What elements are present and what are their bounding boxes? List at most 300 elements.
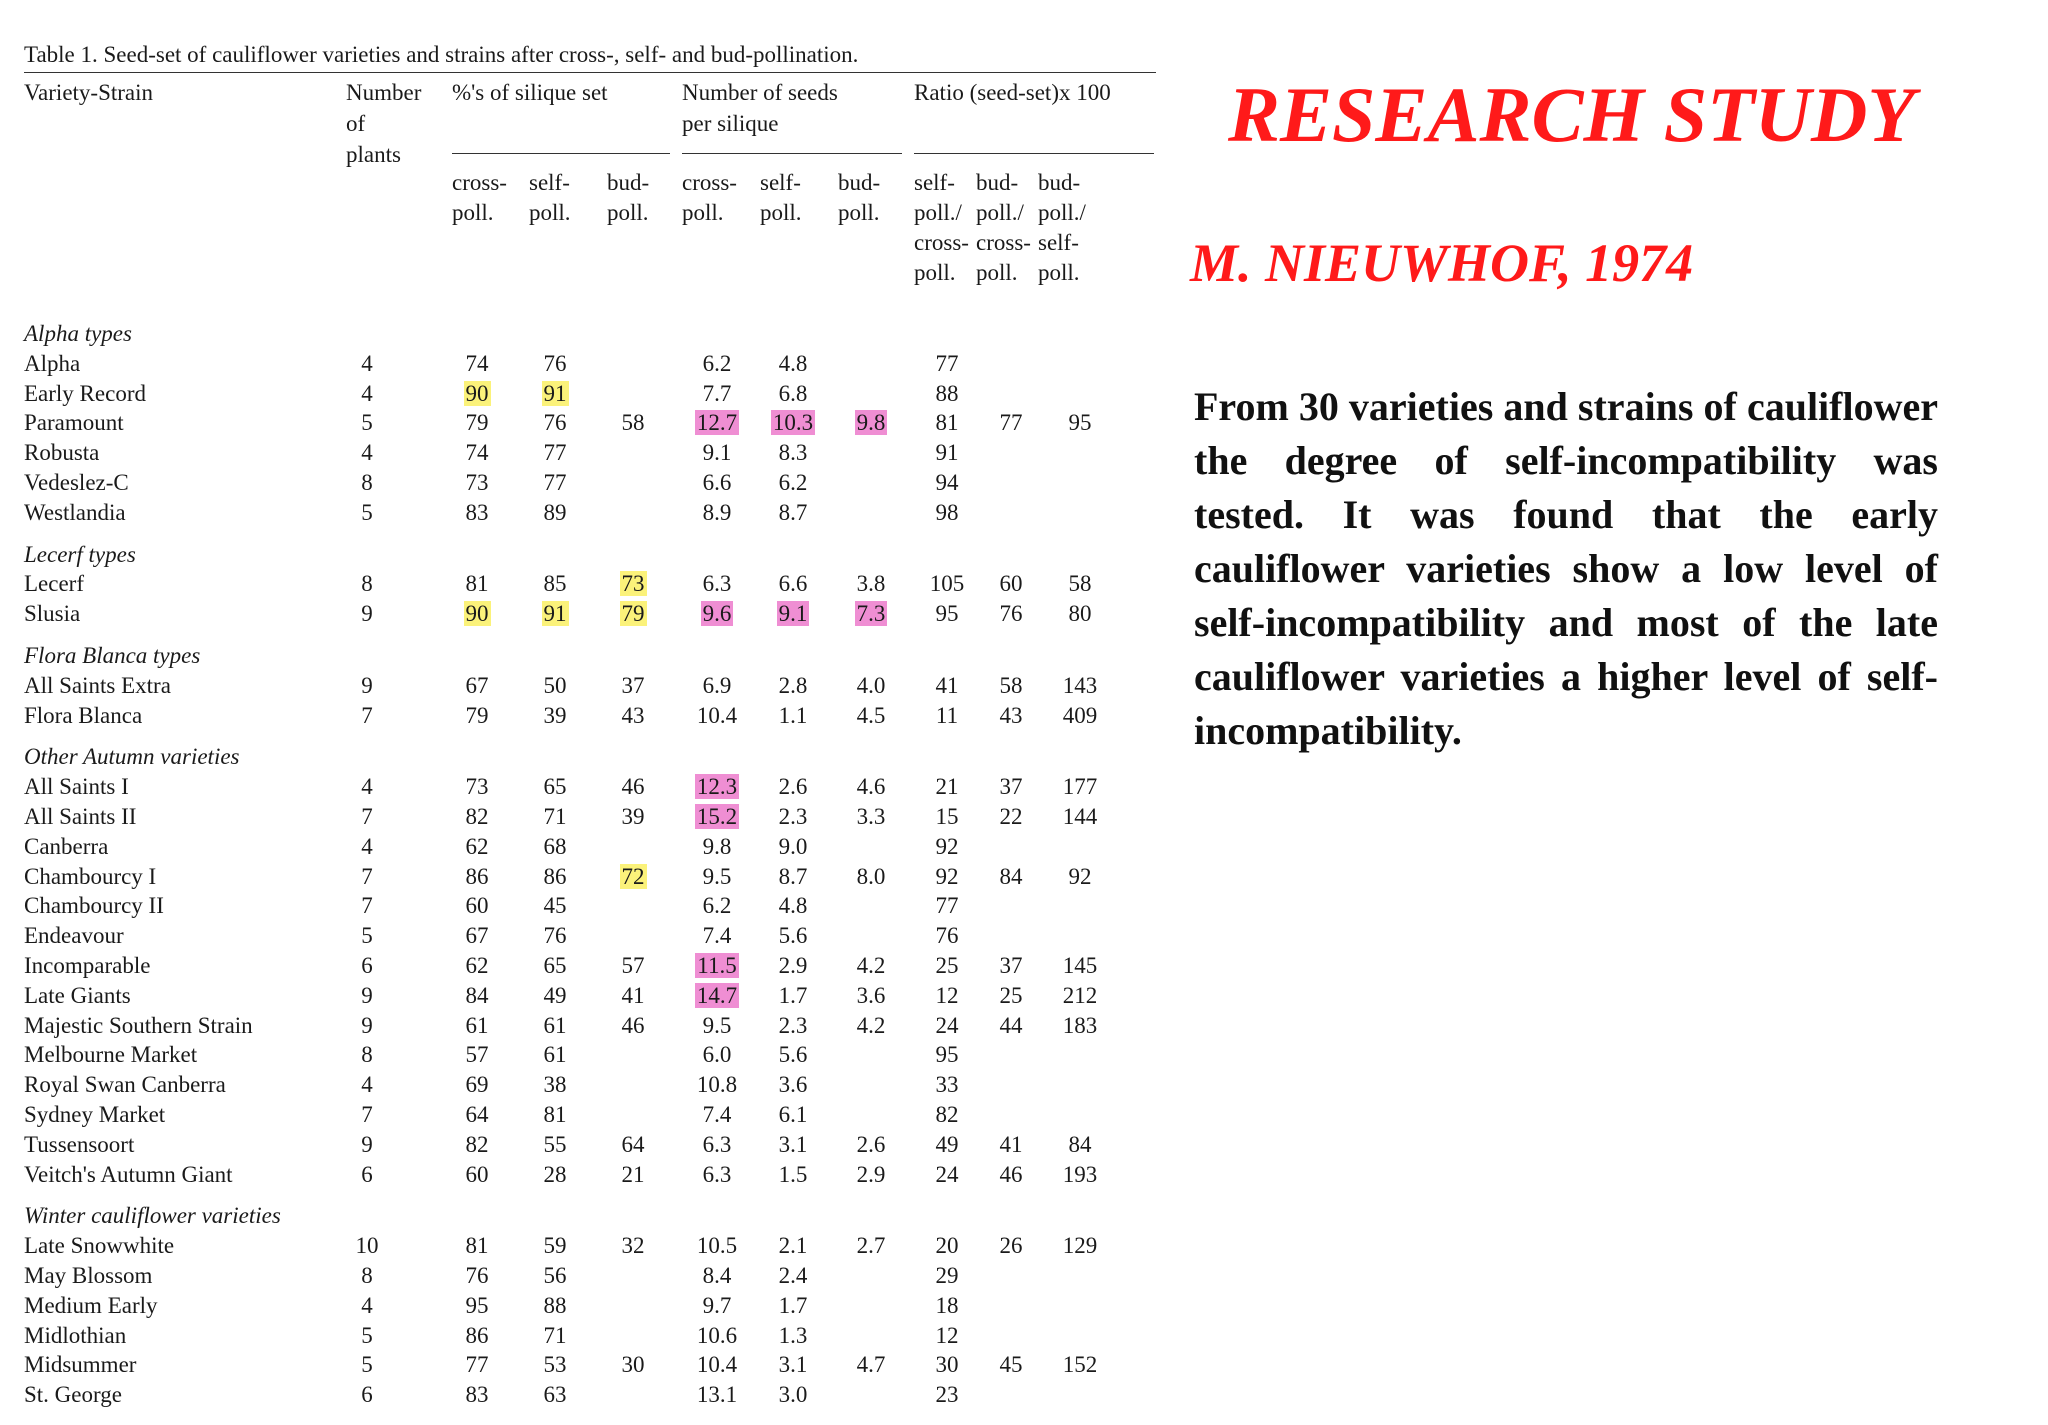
sub-header-2-line-1: poll. bbox=[607, 200, 649, 225]
cell-value: 46 bbox=[999, 1161, 1023, 1187]
table-cell bbox=[682, 891, 752, 921]
table-cell bbox=[838, 1231, 904, 1261]
table-cell bbox=[346, 1070, 388, 1100]
cell-value: 86 bbox=[465, 863, 489, 889]
cell-value: 6.2 bbox=[702, 893, 732, 919]
table-cell bbox=[522, 408, 588, 438]
table-cell bbox=[346, 1160, 388, 1190]
cell-value bbox=[869, 834, 873, 859]
table-cell bbox=[916, 891, 978, 921]
table-cell bbox=[522, 862, 588, 892]
table-cell bbox=[444, 438, 510, 468]
table-row bbox=[24, 1321, 1156, 1351]
table-cell bbox=[980, 599, 1042, 629]
cell-value: 65 bbox=[543, 774, 567, 800]
cell-value bbox=[631, 1102, 635, 1127]
table-cell bbox=[838, 1291, 904, 1321]
table-cell bbox=[522, 772, 588, 802]
table-cell bbox=[346, 599, 388, 629]
table-cell bbox=[980, 1070, 1042, 1100]
variety-name: Late Snowwhite bbox=[24, 1233, 175, 1259]
table-cell bbox=[682, 1350, 752, 1380]
cell-value: 59 bbox=[543, 1233, 567, 1259]
table-cell bbox=[1044, 1070, 1116, 1100]
table-cell bbox=[1044, 832, 1116, 862]
table-cell bbox=[1044, 1011, 1116, 1041]
cell-value: 14.7 bbox=[696, 982, 738, 1008]
table-cell bbox=[838, 438, 904, 468]
cell-value: 98 bbox=[935, 499, 959, 525]
cell-value: 145 bbox=[1062, 952, 1098, 978]
table-cell bbox=[682, 408, 752, 438]
cell-value: 71 bbox=[543, 1322, 567, 1348]
table-cell bbox=[980, 1040, 1042, 1070]
table-cell bbox=[1044, 1130, 1116, 1160]
table-cell bbox=[444, 802, 510, 832]
table-cell bbox=[522, 1291, 588, 1321]
table-cell bbox=[916, 981, 978, 1011]
cell-value: 8 bbox=[361, 1042, 373, 1068]
table-cell bbox=[522, 599, 588, 629]
table-cell bbox=[916, 349, 978, 379]
sub-header-0-line-1: poll. bbox=[452, 200, 494, 225]
cell-value: 4.2 bbox=[856, 952, 886, 978]
header-subrule-silique bbox=[452, 153, 670, 154]
cell-value bbox=[1078, 381, 1082, 406]
cell-value: 58 bbox=[999, 672, 1023, 698]
table-row bbox=[24, 981, 1156, 1011]
table-cell bbox=[838, 1261, 904, 1291]
cell-value: 5 bbox=[361, 499, 373, 525]
cell-value: 7.4 bbox=[702, 1101, 732, 1127]
cell-value bbox=[1009, 1382, 1013, 1407]
cell-value: 81 bbox=[935, 410, 959, 436]
variety-name: Endeavour bbox=[24, 923, 124, 949]
cell-value: 61 bbox=[543, 1012, 567, 1038]
table-cell bbox=[838, 772, 904, 802]
sub-header-6-line-3: poll. bbox=[914, 260, 956, 285]
table-cell bbox=[916, 1380, 978, 1410]
cell-value bbox=[869, 500, 873, 525]
cell-value bbox=[631, 1072, 635, 1097]
sub-header-8-line-0: bud- bbox=[1038, 170, 1081, 195]
variety-name: Paramount bbox=[24, 410, 124, 436]
table-cell bbox=[444, 1350, 510, 1380]
variety-name: Medium Early bbox=[24, 1292, 158, 1318]
cell-value: 177 bbox=[1062, 774, 1098, 800]
cell-value: 9 bbox=[361, 1012, 373, 1038]
cell-value: 91 bbox=[543, 380, 567, 406]
cell-value: 8 bbox=[361, 1262, 373, 1288]
table-cell bbox=[346, 1350, 388, 1380]
cell-value: 4 bbox=[361, 440, 373, 466]
table-cell bbox=[682, 1380, 752, 1410]
table-cell bbox=[444, 1011, 510, 1041]
table-cell bbox=[600, 1231, 666, 1261]
table-cell bbox=[444, 1291, 510, 1321]
table-cell bbox=[916, 408, 978, 438]
variety-name: Early Record bbox=[24, 380, 146, 406]
cell-value: 79 bbox=[465, 410, 489, 436]
cell-value: 46 bbox=[621, 774, 645, 800]
sub-header-7-line-3: poll. bbox=[976, 260, 1018, 285]
cell-value: 6.8 bbox=[778, 380, 808, 406]
cell-value: 10 bbox=[355, 1233, 379, 1259]
cell-value: 6.6 bbox=[702, 469, 732, 495]
table-cell bbox=[682, 468, 752, 498]
table-row bbox=[24, 1040, 1156, 1070]
table-cell bbox=[1044, 569, 1116, 599]
cell-value: 9.1 bbox=[778, 601, 808, 627]
cell-value: 7 bbox=[361, 1101, 373, 1127]
table-cell bbox=[522, 891, 588, 921]
table-cell bbox=[980, 802, 1042, 832]
cell-value: 73 bbox=[621, 571, 645, 597]
table-cell bbox=[980, 379, 1042, 409]
table-cell bbox=[346, 379, 388, 409]
cell-value bbox=[869, 470, 873, 495]
cell-value: 7.3 bbox=[856, 601, 886, 627]
table-cell bbox=[600, 832, 666, 862]
cell-value: 37 bbox=[999, 952, 1023, 978]
table-cell bbox=[1044, 498, 1116, 528]
table-cell bbox=[916, 862, 978, 892]
table-cell bbox=[760, 408, 826, 438]
cell-value: 6.3 bbox=[702, 1131, 732, 1157]
cell-value: 77 bbox=[935, 893, 959, 919]
cell-value: 144 bbox=[1062, 803, 1098, 829]
table-cell bbox=[760, 832, 826, 862]
cell-value: 28 bbox=[543, 1161, 567, 1187]
table-cell bbox=[980, 832, 1042, 862]
table-cell bbox=[916, 569, 978, 599]
table-row bbox=[24, 1380, 1156, 1410]
table-cell bbox=[916, 1100, 978, 1130]
cell-value: 64 bbox=[621, 1131, 645, 1157]
table-cell bbox=[916, 438, 978, 468]
table-cell bbox=[980, 1011, 1042, 1041]
variety-name: Alpha bbox=[24, 350, 81, 376]
table-cell bbox=[600, 569, 666, 599]
cell-value: 74 bbox=[465, 440, 489, 466]
table-cell bbox=[760, 862, 826, 892]
table-cell bbox=[444, 981, 510, 1011]
cell-value: 8.3 bbox=[778, 440, 808, 466]
table-row bbox=[24, 1011, 1156, 1041]
table-cell bbox=[1044, 438, 1116, 468]
table-cell bbox=[760, 891, 826, 921]
table-cell bbox=[838, 701, 904, 731]
cell-value: 24 bbox=[935, 1161, 959, 1187]
table-cell bbox=[1044, 1321, 1116, 1351]
sub-header-5-line-0: bud- bbox=[838, 170, 881, 195]
cell-value: 38 bbox=[543, 1072, 567, 1098]
table-cell bbox=[600, 468, 666, 498]
table-cell bbox=[682, 1040, 752, 1070]
table-cell bbox=[522, 1261, 588, 1291]
table-cell bbox=[980, 1130, 1042, 1160]
cell-value: 60 bbox=[465, 1161, 489, 1187]
table-cell bbox=[980, 438, 1042, 468]
cell-value: 2.7 bbox=[856, 1233, 886, 1259]
table-cell bbox=[682, 701, 752, 731]
cell-value bbox=[631, 1263, 635, 1288]
cell-value: 86 bbox=[465, 1322, 489, 1348]
sub-header-6-line-2: cross- bbox=[914, 230, 969, 255]
cell-value bbox=[1009, 893, 1013, 918]
table-cell bbox=[682, 981, 752, 1011]
cell-value: 6.0 bbox=[702, 1042, 732, 1068]
sub-header-4-line-1: poll. bbox=[760, 200, 802, 225]
cell-value: 58 bbox=[621, 410, 645, 436]
cell-value: 3.1 bbox=[778, 1131, 808, 1157]
table-cell bbox=[346, 468, 388, 498]
table-cell bbox=[916, 599, 978, 629]
cell-value: 20 bbox=[935, 1233, 959, 1259]
cell-value: 152 bbox=[1062, 1352, 1098, 1378]
cell-value: 2.6 bbox=[778, 774, 808, 800]
table-cell bbox=[760, 1261, 826, 1291]
cell-value bbox=[869, 1102, 873, 1127]
cell-value: 90 bbox=[465, 380, 489, 406]
table-cell bbox=[838, 921, 904, 951]
cell-value: 4.5 bbox=[856, 702, 886, 728]
cell-value: 60 bbox=[465, 893, 489, 919]
cell-value: 61 bbox=[543, 1042, 567, 1068]
cell-value: 212 bbox=[1062, 982, 1098, 1008]
cell-value: 79 bbox=[621, 601, 645, 627]
table-cell bbox=[760, 1130, 826, 1160]
cell-value: 80 bbox=[1068, 601, 1092, 627]
variety-name: Flora Blanca bbox=[24, 702, 143, 728]
cell-value bbox=[1078, 1042, 1082, 1067]
cell-value bbox=[1009, 1042, 1013, 1067]
cell-value: 63 bbox=[543, 1382, 567, 1408]
cell-value: 21 bbox=[621, 1161, 645, 1187]
table-cell bbox=[838, 1040, 904, 1070]
table-cell bbox=[838, 1100, 904, 1130]
table-row bbox=[24, 921, 1156, 951]
cell-value: 3.1 bbox=[778, 1352, 808, 1378]
cell-value: 9 bbox=[361, 601, 373, 627]
table-cell bbox=[760, 1070, 826, 1100]
table-cell bbox=[682, 1130, 752, 1160]
table-cell bbox=[760, 671, 826, 701]
sub-header-6-line-0: self- bbox=[914, 170, 955, 195]
table-cell bbox=[916, 1130, 978, 1160]
cell-value: 23 bbox=[935, 1382, 959, 1408]
cell-value: 9.1 bbox=[702, 440, 732, 466]
cell-value: 7.7 bbox=[702, 380, 732, 406]
table-cell bbox=[838, 981, 904, 1011]
cell-value: 30 bbox=[621, 1352, 645, 1378]
cell-value: 82 bbox=[465, 803, 489, 829]
sub-header-3-line-0: cross- bbox=[682, 170, 737, 195]
cell-value: 76 bbox=[543, 410, 567, 436]
table-cell bbox=[838, 498, 904, 528]
cell-value: 86 bbox=[543, 863, 567, 889]
cell-value: 92 bbox=[935, 833, 959, 859]
table-cell bbox=[1044, 951, 1116, 981]
cell-value bbox=[869, 440, 873, 465]
header-plants-3: plants bbox=[346, 142, 401, 167]
cell-value: 4.8 bbox=[778, 893, 808, 919]
table-cell bbox=[522, 981, 588, 1011]
table-cell bbox=[682, 438, 752, 468]
cell-value: 9.5 bbox=[702, 1012, 732, 1038]
cell-value bbox=[1009, 834, 1013, 859]
cell-value: 25 bbox=[999, 982, 1023, 1008]
table-row bbox=[24, 1261, 1156, 1291]
cell-value bbox=[869, 1072, 873, 1097]
cell-value: 10.4 bbox=[696, 1352, 738, 1378]
table-cell bbox=[682, 832, 752, 862]
sub-header-1-line-1: poll. bbox=[529, 200, 571, 225]
cell-value bbox=[631, 893, 635, 918]
table-cell bbox=[522, 1070, 588, 1100]
table-cell bbox=[916, 1231, 978, 1261]
cell-value bbox=[869, 1263, 873, 1288]
cell-value: 37 bbox=[999, 774, 1023, 800]
sub-header-1-line-0: self- bbox=[529, 170, 570, 195]
cell-value: 6 bbox=[361, 1161, 373, 1187]
cell-value: 83 bbox=[465, 1382, 489, 1408]
table-cell bbox=[682, 379, 752, 409]
table-cell bbox=[916, 1291, 978, 1321]
table-cell bbox=[1044, 981, 1116, 1011]
table-row bbox=[24, 891, 1156, 921]
table-cell bbox=[346, 1011, 388, 1041]
table-cell bbox=[980, 1350, 1042, 1380]
table-cell bbox=[682, 599, 752, 629]
cell-value: 32 bbox=[621, 1233, 645, 1259]
table-cell bbox=[916, 1040, 978, 1070]
cell-value: 10.8 bbox=[696, 1072, 738, 1098]
table-cell bbox=[760, 1350, 826, 1380]
table-cell bbox=[600, 862, 666, 892]
table-cell bbox=[1044, 1380, 1116, 1410]
table-cell bbox=[346, 408, 388, 438]
cell-value: 7 bbox=[361, 702, 373, 728]
table-row bbox=[24, 599, 1156, 629]
variety-name: All Saints I bbox=[24, 774, 129, 800]
table-body bbox=[24, 319, 1156, 1410]
cell-value: 29 bbox=[935, 1262, 959, 1288]
cell-value: 77 bbox=[999, 410, 1023, 436]
cell-value: 81 bbox=[465, 1233, 489, 1259]
variety-name: Tussensoort bbox=[24, 1131, 135, 1157]
table-cell bbox=[346, 671, 388, 701]
table-cell bbox=[522, 498, 588, 528]
table-cell bbox=[760, 379, 826, 409]
table-cell bbox=[838, 379, 904, 409]
table-cell bbox=[760, 1291, 826, 1321]
cell-value: 7 bbox=[361, 893, 373, 919]
table-cell bbox=[760, 1100, 826, 1130]
cell-value: 91 bbox=[935, 440, 959, 466]
cell-value: 18 bbox=[935, 1292, 959, 1318]
variety-name: May Blossom bbox=[24, 1262, 153, 1288]
table-cell bbox=[600, 1380, 666, 1410]
cell-value: 6.3 bbox=[702, 571, 732, 597]
table-cell bbox=[760, 1011, 826, 1041]
cell-value: 37 bbox=[621, 672, 645, 698]
table-cell bbox=[1044, 921, 1116, 951]
table-cell bbox=[346, 498, 388, 528]
table-cell bbox=[980, 468, 1042, 498]
table-cell bbox=[346, 1380, 388, 1410]
variety-name: Sydney Market bbox=[24, 1101, 166, 1127]
table-cell bbox=[522, 832, 588, 862]
table-cell bbox=[838, 468, 904, 498]
table-row bbox=[24, 438, 1156, 468]
table-cell bbox=[980, 1100, 1042, 1130]
variety-name: Slusia bbox=[24, 601, 81, 627]
table-cell bbox=[760, 772, 826, 802]
cell-value: 61 bbox=[465, 1012, 489, 1038]
table-cell bbox=[600, 498, 666, 528]
cell-value: 72 bbox=[621, 863, 645, 889]
cell-value bbox=[869, 1293, 873, 1318]
table-cell bbox=[522, 1100, 588, 1130]
study-panel bbox=[1160, 0, 2048, 1425]
sub-header-4-line-0: self- bbox=[760, 170, 801, 195]
table-cell bbox=[1044, 408, 1116, 438]
cell-value: 84 bbox=[1068, 1131, 1092, 1157]
variety-name: St. George bbox=[24, 1382, 122, 1408]
table-cell bbox=[1044, 349, 1116, 379]
table-cell bbox=[916, 1261, 978, 1291]
cell-value: 25 bbox=[935, 952, 959, 978]
cell-value: 3.0 bbox=[778, 1382, 808, 1408]
cell-value: 9.0 bbox=[778, 833, 808, 859]
table-cell bbox=[522, 921, 588, 951]
variety-name: Lecerf bbox=[24, 571, 84, 597]
cell-value: 6 bbox=[361, 1382, 373, 1408]
cell-value: 91 bbox=[543, 601, 567, 627]
table-cell bbox=[838, 832, 904, 862]
cell-value: 90 bbox=[465, 601, 489, 627]
table-cell bbox=[682, 802, 752, 832]
table-cell bbox=[1044, 891, 1116, 921]
variety-name: Midsummer bbox=[24, 1352, 137, 1378]
table-cell bbox=[760, 951, 826, 981]
table-cell bbox=[346, 701, 388, 731]
cell-value bbox=[631, 1293, 635, 1318]
table-cell bbox=[346, 349, 388, 379]
cell-value: 6.3 bbox=[702, 1161, 732, 1187]
cell-value: 41 bbox=[999, 1131, 1023, 1157]
cell-value bbox=[631, 351, 635, 376]
cell-value bbox=[1078, 1382, 1082, 1407]
table-cell bbox=[760, 569, 826, 599]
cell-value: 1.7 bbox=[778, 982, 808, 1008]
cell-value: 9 bbox=[361, 672, 373, 698]
table-cell bbox=[980, 349, 1042, 379]
cell-value: 5 bbox=[361, 1322, 373, 1348]
table-cell bbox=[838, 569, 904, 599]
cell-value: 3.6 bbox=[778, 1072, 808, 1098]
study-author: M. NIEUWHOF, 1974 bbox=[1190, 233, 1694, 293]
cell-value: 81 bbox=[543, 1101, 567, 1127]
table-cell bbox=[346, 438, 388, 468]
table-cell bbox=[444, 772, 510, 802]
cell-value: 5.6 bbox=[778, 923, 808, 949]
cell-value: 3.6 bbox=[856, 982, 886, 1008]
sub-header-7-line-0: bud- bbox=[976, 170, 1019, 195]
cell-value: 4.2 bbox=[856, 1012, 886, 1038]
table-cell bbox=[522, 569, 588, 599]
